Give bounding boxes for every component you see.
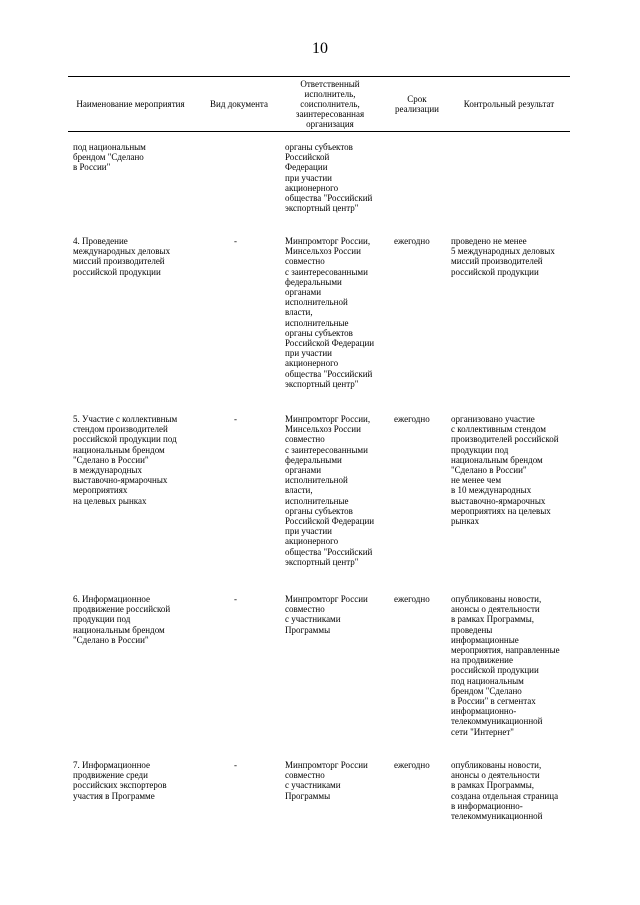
cell-deadline: ежегодно — [394, 594, 430, 604]
cell-doc-type: - — [234, 236, 237, 246]
table-row — [68, 594, 570, 760]
table-row — [68, 236, 570, 414]
cell-responsible: Минпромторг России, Минсельхоз России совместно с заинтересованными федеральными органами исполнительной власти, исполнительные органы субъектов Российской Федерации при участии акционерного общества "Российский экспортный центр" — [285, 414, 375, 567]
cell-responsible: органы субъектов Российской Федерации при участии акционерного общества "Российский экспортный центр" — [285, 142, 373, 214]
cell-deadline: ежегодно — [394, 236, 430, 246]
header-name: Наименование мероприятия — [76, 99, 185, 109]
cell-name: 4. Проведение международных деловых миссий производителей российской продукции — [73, 236, 171, 277]
cell-result: опубликованы новости, анонсы о деятельности в рамках Программы, проведены информационные мероприятия, направленные на продвижение российской продукции под национальным брендом "Сделано в России" в сегментах информационно- телекоммуникационной сети "Интернет" — [451, 594, 560, 737]
table-row — [68, 760, 570, 830]
table-body — [68, 142, 570, 830]
cell-name: под национальным брендом "Сделано в России" — [73, 142, 146, 173]
table-row — [68, 414, 570, 594]
cell-result: опубликованы новости, анонсы о деятельности в рамках Программы, создана отдельная страница в информационно- телекоммуникационной — [451, 760, 559, 822]
table-row — [68, 142, 570, 236]
table-header — [68, 76, 570, 132]
cell-name: 7. Информационное продвижение среди российских экспортеров участия в Программе — [73, 760, 167, 801]
cell-doc-type: - — [234, 594, 237, 604]
header-deadline: Срок реализации — [395, 94, 439, 114]
cell-responsible: Минпромторг России, Минсельхоз России совместно с заинтересованными федеральными органами исполнительной власти, исполнительные органы субъектов Российской Федерации при участии акционерного общества "Российский экспортный центр" — [285, 236, 375, 389]
cell-result: проведено не менее 5 международных деловых миссий производителей российской продукции — [451, 236, 555, 277]
header-result: Контрольный результат — [463, 99, 555, 109]
header-doc-type: Вид документа — [210, 99, 268, 109]
cell-deadline: ежегодно — [394, 414, 430, 424]
cell-name: 5. Участие с коллективным стендом производителей российской продукции под национальным брендом "Сделано в России" в международных выставочно-ярмарочных мероприятиях на целевых рынках — [73, 414, 178, 506]
cell-name: 6. Информационное продвижение российской продукции под национальным брендом "Сделано в России" — [73, 594, 171, 645]
cell-responsible: Минпромторг России совместно с участниками Программы — [285, 760, 368, 801]
cell-result: организовано участие с коллективным стендом производителей российской продукции под национальным брендом "Сделано в России" не менее чем в 10 международных выставочно-ярмарочных мероприятиях на целевых рынках — [451, 414, 559, 527]
cell-doc-type: - — [234, 414, 237, 424]
cell-responsible: Минпромторг России совместно с участниками Программы — [285, 594, 368, 635]
cell-deadline: ежегодно — [394, 760, 430, 770]
cell-doc-type: - — [234, 760, 237, 770]
page-number: 10 — [312, 40, 328, 57]
header-responsible: Ответственный исполнитель, соисполнитель, заинтересованная организация — [295, 79, 365, 129]
